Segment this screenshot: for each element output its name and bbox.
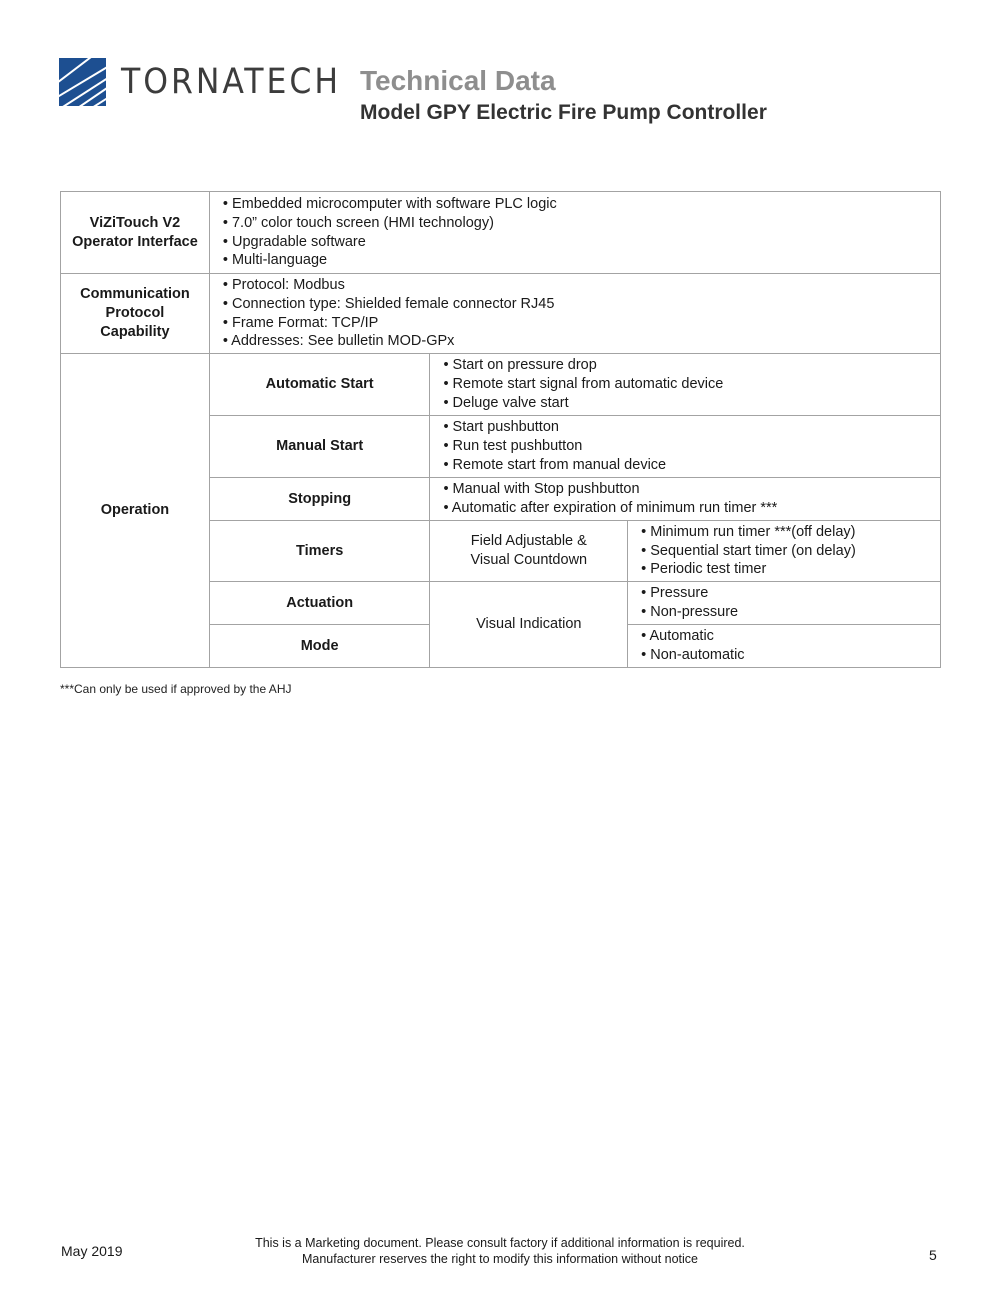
list-item: • 7.0” color touch screen (HMI technology) (222, 214, 494, 231)
row-label-operation: Operation (61, 354, 210, 668)
table-row (61, 274, 941, 354)
mode-label: Mode (209, 625, 430, 668)
automatic-start-items (430, 354, 941, 416)
page-subtitle: Model GPY Electric Fire Pump Controller (360, 101, 767, 124)
table-row (61, 354, 941, 416)
page-title: Technical Data (360, 65, 556, 96)
timers-items (628, 521, 941, 582)
footer-date: May 2019 (61, 1243, 123, 1259)
list-item: • Non-automatic (641, 647, 745, 663)
list-item: • Upgradable software (222, 233, 366, 250)
list-item: • Frame Format: TCP/IP (222, 314, 379, 331)
vizitouch-features (209, 192, 940, 274)
automatic-start-label: Automatic Start (209, 354, 430, 416)
mode-items (628, 625, 941, 668)
tornatech-logo (59, 58, 342, 108)
list-item: • Pressure (641, 585, 709, 602)
list-item: • Protocol: Modbus (222, 276, 345, 293)
page-number: 5 (929, 1247, 937, 1263)
list-item: • Remote start signal from automatic device (443, 376, 724, 393)
list-item: • Remote start from manual device (443, 456, 667, 473)
timers-adjustable: Field Adjustable & Visual Countdown (430, 521, 628, 582)
list-item: • Sequential start timer (on delay) (641, 542, 856, 559)
list-item: • Automatic after expiration of minimum run timer *** (443, 500, 778, 516)
timers-label: Timers (209, 521, 430, 582)
actuation-items (628, 582, 941, 625)
technical-data-table (60, 191, 941, 668)
list-item: • Run test pushbutton (443, 438, 583, 455)
list-item: • Multi-language (222, 252, 328, 269)
actuation-label: Actuation (209, 582, 430, 625)
list-item: • Automatic (641, 628, 714, 645)
list-item: • Non-pressure (641, 604, 739, 620)
list-item: • Manual with Stop pushbutton (443, 481, 640, 498)
list-item: • Minimum run timer ***(off delay) (641, 523, 856, 540)
list-item: • Embedded microcomputer with software PLC logic (222, 195, 557, 212)
visual-indication: Visual Indication (430, 582, 628, 668)
row-label-vizitouch: ViZiTouch V2 Operator Interface (61, 192, 210, 274)
stopping-label: Stopping (209, 478, 430, 521)
manual-start-items (430, 416, 941, 478)
row-label-communication: Communication Protocol Capability (61, 274, 210, 354)
list-item: • Periodic test timer (641, 561, 767, 578)
stopping-items (430, 478, 941, 521)
list-item: • Start on pressure drop (443, 357, 597, 374)
table-row (61, 192, 941, 274)
tornatech-logo-mark (59, 58, 106, 106)
communication-features (209, 274, 940, 354)
list-item: • Start pushbutton (443, 419, 559, 436)
manual-start-label: Manual Start (209, 416, 430, 478)
footer-disclaimer: This is a Marketing document. Please consult factory if additional information is required. Manufacturer reserves the right to modify this information without notice (255, 1236, 745, 1266)
list-item: • Connection type: Shielded female connector RJ45 (222, 295, 555, 312)
logo-wordmark: TORNATECH (121, 62, 342, 102)
list-item: • Deluge valve start (443, 394, 569, 411)
list-item: • Addresses: See bulletin MOD-GPx (222, 333, 455, 350)
footnote: ***Can only be used if approved by the AHJ (60, 682, 292, 696)
